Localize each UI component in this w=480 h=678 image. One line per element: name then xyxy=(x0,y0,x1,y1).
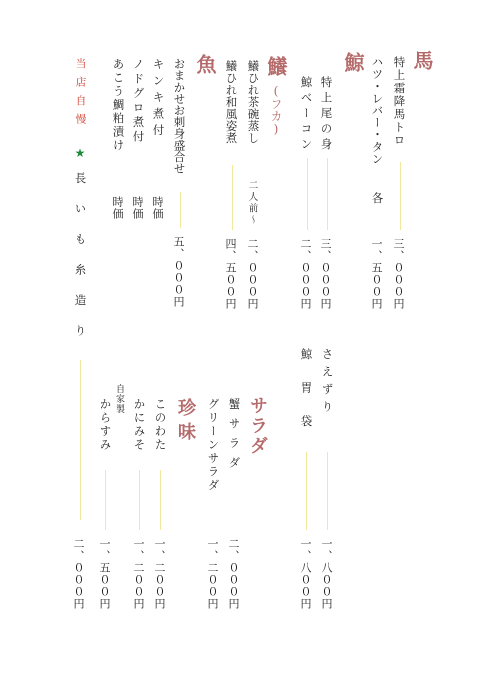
menu-item-price: 二、０００円 xyxy=(227,538,240,610)
section-title-delicacy: 珍味 xyxy=(175,398,196,446)
menu-item-price: 一、五００円 xyxy=(98,538,111,610)
dot-leader xyxy=(80,360,81,520)
menu-item-price: 一、二００円 xyxy=(206,538,219,610)
menu-item-price: 時価 xyxy=(111,196,124,220)
section-subtitle-shark: (フカ) xyxy=(269,84,283,136)
dot-leader xyxy=(306,452,307,530)
menu-item-price: 一、八００円 xyxy=(320,538,333,610)
menu-item-price: 時価 xyxy=(131,196,144,220)
section-title-salad: サラダ xyxy=(247,396,268,456)
menu-item-name: グリーンサラダ xyxy=(206,398,221,493)
menu-item-name: おまかせお刺身盛合せ xyxy=(172,58,187,174)
special-label: 当店自慢 xyxy=(74,58,87,132)
menu-item-price: 一、八００円 xyxy=(299,538,312,610)
dot-leader xyxy=(400,162,401,230)
menu-item-price: 一、五００円 xyxy=(370,238,383,310)
menu-item-name: ハツ・レバー・タン xyxy=(370,56,385,165)
menu-item-name: さえずり xyxy=(320,348,335,418)
menu-item-price: 時価 xyxy=(151,196,164,220)
menu-item-name: 蟹サラダ xyxy=(227,398,242,476)
menu-item-price: 三、０００円 xyxy=(319,238,332,310)
special-item-name: 長いも糸造り xyxy=(73,172,88,355)
dot-leader xyxy=(105,470,106,530)
menu-item-name: 鯨ベーコン xyxy=(299,76,314,154)
menu-item-note: 二人前～ xyxy=(246,180,258,226)
section-title-fish: 魚 xyxy=(193,54,217,74)
dot-leader xyxy=(232,165,233,230)
dot-leader xyxy=(327,158,328,230)
menu-item-name: 鯨胃袋 xyxy=(299,348,314,449)
star-icon: ★ xyxy=(73,146,87,160)
menu-item-name: キンキ煮付 xyxy=(151,58,166,141)
dot-leader xyxy=(307,158,308,230)
menu-item-name: 特上霜降馬トロ xyxy=(392,56,407,147)
menu-item-price: 三、０００円 xyxy=(392,238,405,310)
menu-item-price: 五、０００円 xyxy=(172,236,185,308)
section-title-horse: 馬 xyxy=(410,50,434,70)
menu-item-price: 一、二００円 xyxy=(132,538,145,610)
menu-item-price: 四、五００円 xyxy=(224,238,237,310)
section-title-whale: 鯨 xyxy=(341,52,365,72)
menu-item-name: かにみそ xyxy=(132,398,147,452)
menu-item-name: からすみ xyxy=(98,398,113,452)
menu-item-price: 二、０００円 xyxy=(246,238,259,310)
menu-item-price: 二、０００円 xyxy=(299,238,312,310)
menu-item-prefix: 自家製 xyxy=(114,384,124,414)
dot-leader xyxy=(160,470,161,530)
menu-item-price: 一、二００円 xyxy=(153,538,166,610)
menu-item-note: 各 xyxy=(370,192,385,205)
menu-item-name: ノドグロ煮付 xyxy=(131,58,146,145)
section-title-shark: 鱶 xyxy=(264,56,288,76)
dot-leader xyxy=(327,452,328,530)
dot-leader xyxy=(180,192,181,228)
menu-item-name: 鱶ひれ和風姿煮 xyxy=(224,60,239,144)
menu-item-name: このわた xyxy=(153,398,168,452)
special-item-price: 二、０００円 xyxy=(72,538,85,610)
menu-item-name: 特上尾の身 xyxy=(319,76,334,154)
menu-item-name: あこう鯛粕漬け xyxy=(111,58,126,153)
menu-item-name: 鱶ひれ茶碗蒸し xyxy=(246,60,261,144)
dot-leader xyxy=(139,470,140,530)
